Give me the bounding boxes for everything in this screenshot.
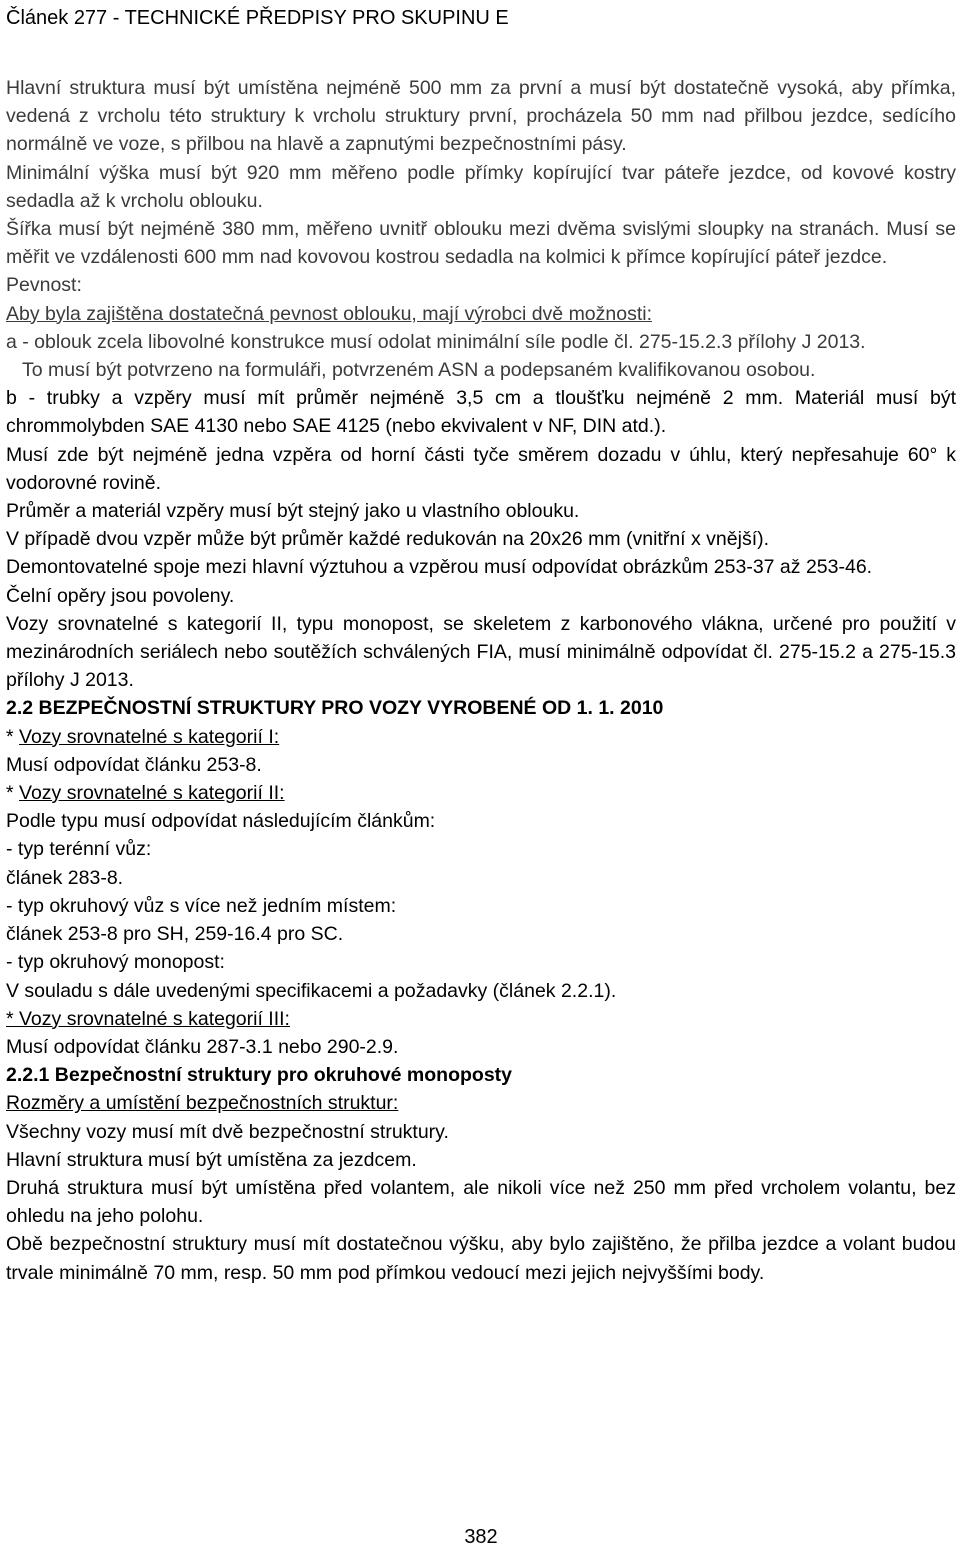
paragraph: Průměr a materiál vzpěry musí být stejný jako u vlastního oblouku.: [6, 500, 580, 523]
option-a-note: To musí být potvrzeno na formuláři, potvrzeném ASN a podepsaném kvalifikovanou osobou.: [22, 359, 816, 382]
paragraph: Šířka musí být nejméně 380 mm, měřeno uvnitř oblouku mezi dvěma svislými sloupky na stranách. Musí se měřit ve vzdálenosti 600 mm nad kovovou kostrou sedadla na kolmici k přímce kopírující páteř jezdce.: [6, 218, 956, 269]
section-heading: 2.2 BEZPEČNOSTNÍ STRUKTURY PRO VOZY VYROBENÉ OD 1. 1. 2010: [6, 697, 664, 720]
category-2-type: - typ okruhový monopost:: [6, 951, 225, 974]
paragraph: Vozy srovnatelné s kategorií II, typu monopost, se skeletem z karbonového vlákna, určené pro použití v mezinárodních seriálech nebo soutěžích schválených FIA, musí minimálně odpovídat čl. 275-15.2 a 275-15.3 přílohy J 2013.: [6, 612, 956, 692]
pevnost-intro: Aby byla zajištěna dostatečná pevnost oblouku, mají výrobci dvě možnosti:: [6, 302, 653, 325]
paragraph: Musí zde být nejméně jedna vzpěra od horní části tyče směrem dozadu v úhlu, který nepřesahuje 60° k vodorovné rovině.: [6, 443, 956, 494]
section-label-pevnost: Pevnost:: [6, 274, 82, 297]
rozmery-label: Rozměry a umístění bezpečnostních struktur:: [6, 1092, 399, 1115]
paragraph: Hlavní struktura musí být umístěna za jezdcem.: [6, 1148, 417, 1171]
asterisk: *: [6, 725, 20, 748]
paragraph: Hlavní struktura musí být umístěna nejméně 500 mm za první a musí být dostatečně vysoká, aby přímka, vedená z vrcholu této struktury k vrcholu struktury první, procházela 50 mm nad přilbou jezdce, sedícího normálně ve voze, s přilbou na hlavě a zapnutými bezpečnostními pásy.: [6, 77, 956, 156]
subsection-heading: [6, 1061, 956, 1089]
paragraph: Obě bezpečnostní struktury musí mít dostatečnou výšku, aby bylo zajištěno, že přilba jezdce a volant budou trvale minimálně 70 mm, resp. 50 mm pod přímkou vedoucí mezi jejich nejvyššími body.: [6, 1233, 956, 1284]
category-2-ref: článek 253-8 pro SH, 259-16.4 pro SC.: [6, 923, 344, 946]
paragraph: Druhá struktura musí být umístěna před volantem, ale nikoli více než 250 mm před vrcholem volantu, bez ohledu na jeho polohu.: [6, 1176, 956, 1228]
category-2-ref: V souladu s dále uvedenými specifikacemi a požadavky (článek 2.2.1).: [6, 979, 617, 1002]
category-2-type: - typ okruhový vůz s více než jedním místem:: [6, 894, 397, 917]
category-3-text: Musí odpovídat článku 287-3.1 nebo 290-2.9.: [6, 1035, 399, 1058]
category-2-intro: Podle typu musí odpovídat následujícím článkům:: [6, 810, 436, 833]
paragraph: Demontovatelné spoje mezi hlavní výztuhou a vzpěrou musí odpovídat obrázkům 253-37 až 253-46.: [6, 556, 873, 579]
category-1-title: Vozy srovnatelné s kategorií I:: [19, 725, 280, 748]
subsection-number: 2.2.1: [6, 1064, 50, 1087]
category-2-label: [6, 779, 956, 807]
subsection-title: Bezpečnostní struktury pro okruhové monoposty: [49, 1064, 513, 1087]
paragraph: Všechny vozy musí mít dvě bezpečnostní struktury.: [6, 1120, 449, 1143]
category-2-ref: článek 283-8.: [6, 866, 124, 889]
paragraph: Čelní opěry jsou povoleny.: [6, 584, 235, 607]
category-3-label: * Vozy srovnatelné s kategorií III:: [6, 1007, 290, 1030]
document-body: [6, 74, 956, 1287]
category-1-text: Musí odpovídat článku 253-8.: [6, 753, 262, 776]
category-2-title: Vozy srovnatelné s kategorií II:: [19, 782, 285, 805]
category-1-label: [6, 723, 956, 751]
paragraph: Minimální výška musí být 920 mm měřeno podle přímky kopírující tvar páteře jezdce, od kovové kostry sedadla až k vrcholu oblouku.: [6, 161, 956, 212]
asterisk: *: [6, 782, 20, 805]
option-b: b - trubky a vzpěry musí mít průměr nejméně 3,5 cm a tloušťku nejméně 2 mm. Materiál musí být chrommolybden SAE 4130 nebo SAE 4125 (nebo ekvivalent v NF, DIN atd.).: [6, 387, 956, 438]
page-number: 382: [464, 1526, 498, 1548]
category-2-type: - typ terénní vůz:: [6, 838, 152, 861]
paragraph: V případě dvou vzpěr může být průměr každé redukován na 20x26 mm (vnitřní x vnější).: [6, 528, 770, 551]
document-page: [6, 0, 956, 1562]
page-header: Článek 277 - TECHNICKÉ PŘEDPISY PRO SKUPINU E: [6, 7, 509, 29]
option-a: a - oblouk zcela libovolné konstrukce musí odolat minimální síle podle čl. 275-15.2.3 přílohy J 2013.: [6, 330, 866, 353]
